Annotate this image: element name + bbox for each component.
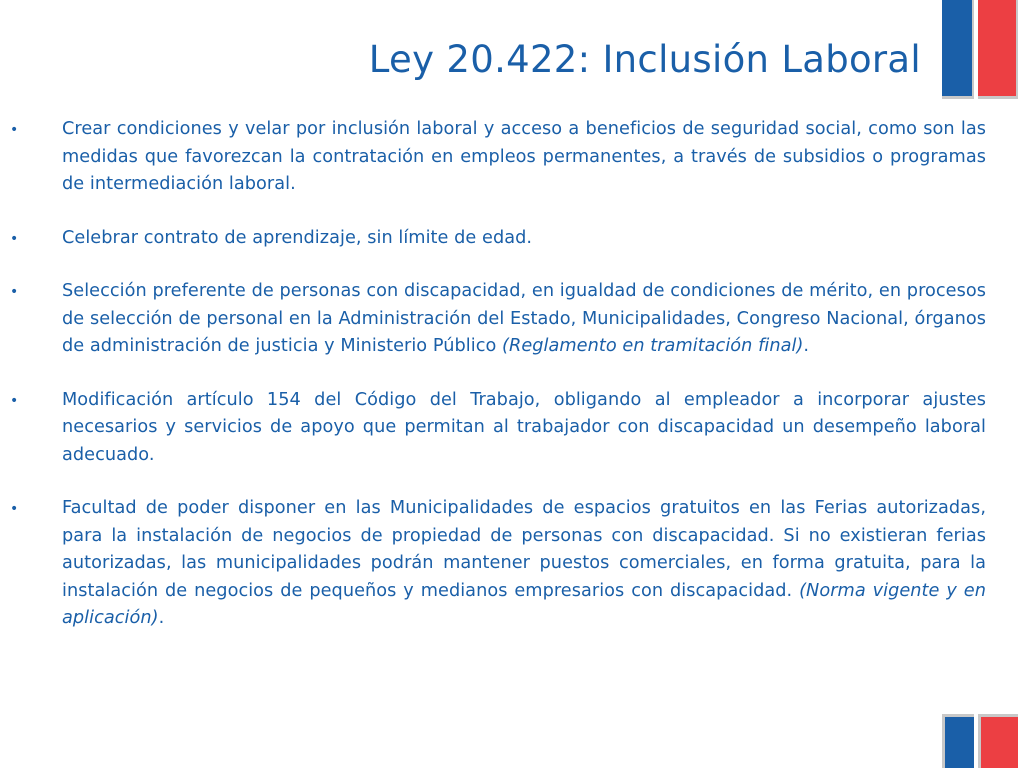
flag-red-stripe <box>978 0 1016 96</box>
slide-title: Ley 20.422: Inclusión Laboral <box>368 38 921 81</box>
bullet-item-seleccion <box>0 278 986 361</box>
bullet-text: Facultad de poder disponer en las Municipalidades de espacios gratuitos en las Ferias autorizadas, para la instalación de negocios de propiedad de personas con discapacidad. Si no existieran ferias autorizadas, las municipalidades podrán mantener puestos comerciales, en forma gratuita, para la instalación de negocios de pequeños y medianos empresarios con discapacidad. (Norma vigente y en aplicación). <box>62 498 986 628</box>
bullet-item-codigo-trabajo <box>0 387 986 470</box>
bullet-text: Celebrar contrato de aprendizaje, sin límite de edad. <box>62 227 533 248</box>
bullet-dot: • <box>10 392 19 409</box>
flag-blue-stripe <box>942 0 972 96</box>
bullet-note: (Reglamento en tramitación final) <box>502 336 804 356</box>
flag-red-stripe <box>981 717 1018 768</box>
flag-logo-bottom <box>942 714 1018 768</box>
flag-logo-top <box>942 0 1018 99</box>
bullet-dot: • <box>10 501 19 517</box>
bullet-text: Crear condiciones y velar por inclusión laboral y acceso a beneficios de seguridad social, como son las medidas que favorezcan la contratación en empleos permanentes, a través de subsidios o programas de intermediación laboral. <box>62 119 986 194</box>
bullet-text: Selección preferente de personas con discapacidad, en igualdad de condiciones de mérito, en procesos de selección de personal en la Administración del Estado, Municipalidades, Congreso Nacional, órganos de administración de justicia y Ministerio Público (Reglamento en tramitación final). <box>62 281 986 356</box>
bullet-list <box>0 116 986 633</box>
bullet-text: Modificación artículo 154 del Código del Trabajo, obligando al empleador a incorporar ajustes necesarios y servicios de apoyo que permitan al trabajador con discapacidad un desempeño laboral adecuado. <box>62 389 986 465</box>
bullet-item-aprendizaje <box>0 225 986 253</box>
flag-blue-stripe <box>945 717 974 768</box>
bullet-dot: • <box>10 230 19 247</box>
bullet-note: (Norma vigente y en aplicación) <box>62 580 986 628</box>
bullet-dot: • <box>10 284 19 300</box>
bullet-item-inclusion <box>0 116 986 199</box>
bullet-item-municipalidades <box>0 495 986 633</box>
bullet-dot: • <box>10 122 19 138</box>
